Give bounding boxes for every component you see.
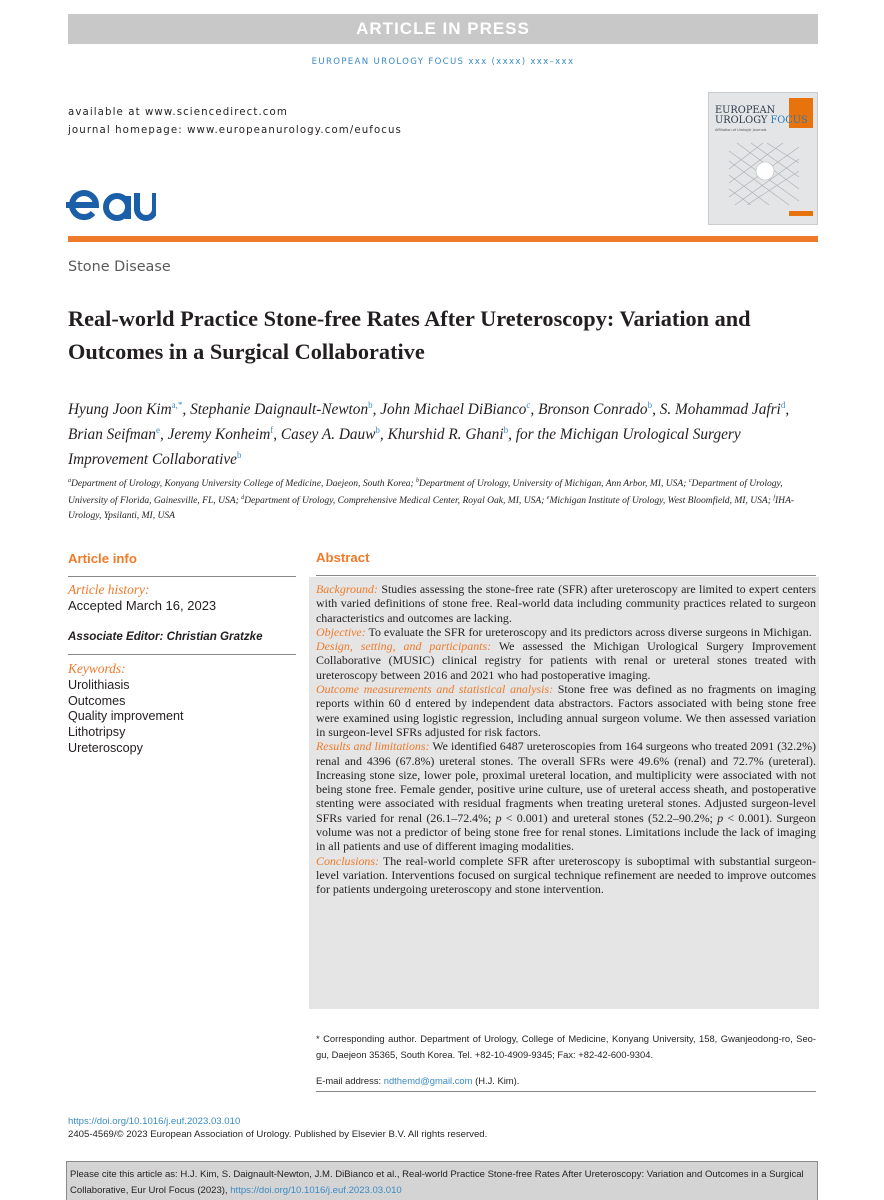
affiliation-marker: c bbox=[688, 478, 692, 484]
results-label: Results and limitations: bbox=[316, 739, 430, 754]
author-name[interactable]: Khurshid R. Ghani bbox=[387, 426, 504, 444]
design-text: We assessed the Michigan Urological Surgery Improvement Collaborative (MUSIC) clinical registry for patients with renal or ureteral stones treated with ureteroscopy between 2016 and 2021 who had postoperative imaging. bbox=[316, 639, 817, 682]
keyword-list bbox=[68, 678, 183, 757]
keyword-item: Outcomes bbox=[68, 693, 126, 708]
author-separator: , bbox=[159, 426, 168, 444]
author-separator: , bbox=[182, 401, 191, 419]
author-name[interactable]: Hyung Joon Kim bbox=[68, 401, 172, 419]
affiliation-text: Department of Urology, University of Florida, Gainesville, FL, USA; bbox=[68, 478, 783, 507]
conclusions-text: The real-world complete SFR after ureteroscopy is suboptimal with substantial surgeon-level variation. Interventions focused on surgical technique refinement are needed to improve outcomes for patients undergoing ureteroscopy and stone intervention. bbox=[316, 853, 816, 897]
citation-doi-link[interactable]: https://doi.org/10.1016/j.euf.2023.03.010 bbox=[230, 1184, 402, 1196]
p-value-symbol: p bbox=[495, 810, 502, 825]
journal-header: EUROPEAN UROLOGY FOCUS xxx (xxxx) xxx–xxx bbox=[311, 57, 575, 67]
accepted-date: Accepted March 16, 2023 bbox=[68, 598, 217, 613]
author-affiliation-marker[interactable]: b bbox=[647, 400, 653, 410]
author-separator: , bbox=[508, 426, 516, 444]
cover-title-line1: EUROPEAN bbox=[715, 105, 776, 116]
keyword-item: Ureteroscopy bbox=[68, 740, 143, 755]
abstract-results bbox=[316, 739, 816, 853]
author-list bbox=[68, 395, 818, 470]
author-affiliation-marker[interactable]: b bbox=[236, 450, 242, 461]
sciencedirect-link[interactable]: available at www.sciencedirect.com bbox=[68, 107, 288, 118]
author-separator: , bbox=[652, 401, 660, 419]
header-divider bbox=[68, 236, 818, 242]
cover-subtitle: Affiliation of Urologic Journals bbox=[715, 128, 767, 132]
article-title: Real-world Practice Stone-free Rates After Ureteroscopy: Variation and Outcomes in a Surgical Collaborative bbox=[68, 306, 751, 364]
journal-homepage-link[interactable]: journal homepage: www.europeanurology.com/eufocus bbox=[68, 125, 402, 136]
author-name[interactable]: Stephanie Daignault-Newton bbox=[190, 401, 369, 419]
section-label: Stone Disease bbox=[68, 259, 171, 275]
cover-title bbox=[715, 106, 808, 126]
abstract-conclusions bbox=[316, 854, 816, 897]
author-separator: , bbox=[530, 401, 539, 419]
affiliation-text: IHA-Urology, Ypsilanti, MI, USA bbox=[68, 495, 795, 522]
journal-cover-image bbox=[708, 92, 818, 225]
affiliation-marker: f bbox=[773, 495, 775, 502]
keywords-label: Keywords: bbox=[68, 661, 126, 676]
abstract-outcome bbox=[316, 682, 816, 739]
results-text: < 0.001). Surgeon volume was not a predictor of being stone free for renal stones. Limitations include the lack of imaging in all patients and use of different imaging modalities. bbox=[316, 810, 816, 854]
outcome-text: Stone free was defined as no fragments on imaging reports within 60 d entered by independent data abstractors. Factors associated with being stone free were examined using logistic regression, including annual surgeon volume. We then assessed variation in surgeon-level SFRs adjusted for risk factors. bbox=[316, 682, 817, 739]
keyword-item: Lithotripsy bbox=[68, 725, 126, 740]
objective-label: Objective: bbox=[316, 624, 366, 639]
citation-body: Please cite this article as: H.J. Kim, S. Daignault-Newton, J.M. DiBianco et al., Real-world Practice Stone-free Rates After Ureteroscopy: Variation and Outcomes in a Surgical Collaborative, Eur Urol Focus (2023), bbox=[70, 1169, 804, 1196]
abstract-design bbox=[316, 639, 816, 682]
author-name[interactable]: S. Mohammad Jafri bbox=[659, 401, 781, 419]
abstract-background bbox=[316, 582, 816, 625]
affiliations bbox=[68, 474, 818, 523]
citation-text bbox=[70, 1167, 816, 1198]
info-divider bbox=[68, 654, 296, 655]
conclusions-label: Conclusions: bbox=[316, 853, 380, 868]
objective-text: To evaluate the SFR for ureteroscopy and its predictors across diverse surgeons in Michigan. bbox=[368, 624, 812, 639]
article-info-heading: Article info bbox=[68, 551, 137, 566]
background-text: Studies assessing the stone-free rate (SFR) after ureteroscopy are limited to expert centers with varied definitions of stone free. Real-world data including community practices related to surgeon characteristics and outcomes are lacking. bbox=[316, 582, 817, 625]
results-text: We identified 6487 ureteroscopies from 164 surgeons who treated 2091 (32.2%) renal and 4396 (67.8%) ureteral stones. The overall SFRs were 49.6% (renal) and 72.7% (ureteral). Increasing stone size, lower pole, proximal ureteral location, and multiplicity were associated with not being stone free. Female gender, positive urine culture, use of ureteral access sheath, and postoperative stenting were associated with residual fragments when treating ureteral stones. Adjusted surgeon-level SFRs varied for renal (26.1–72.4%; bbox=[316, 739, 816, 825]
background-label: Background: bbox=[316, 582, 378, 596]
abstract-heading: Abstract bbox=[316, 550, 370, 565]
associate-editor: Associate Editor: Christian Gratzke bbox=[68, 630, 263, 643]
keyword-item: Quality improvement bbox=[68, 709, 184, 724]
author-affiliation-marker[interactable]: b bbox=[375, 425, 380, 436]
outcome-label: Outcome measurements and statistical analysis: bbox=[316, 682, 554, 697]
results-text: < 0.001) and ureteral stones (52.2–90.2%; bbox=[501, 810, 718, 825]
email-suffix: (H.J. Kim). bbox=[472, 1075, 520, 1086]
availability-block bbox=[68, 104, 402, 140]
author-name[interactable]: Brian Seifman bbox=[68, 426, 156, 444]
cover-title-line3: FOCUS bbox=[770, 115, 808, 126]
author-affiliation-marker[interactable]: d bbox=[780, 400, 786, 410]
corresponding-author: * Corresponding author. Department of Urology, College of Medicine, Konyang University, 158, Gwanjeodong-ro, Seo-gu, Daejeon 35365, South Korea. Tel. +82-10-4909-9345; Fax: +82-42-600-9304. bbox=[316, 1033, 816, 1060]
affiliation-marker: e bbox=[546, 495, 550, 502]
cover-artwork bbox=[727, 141, 801, 207]
author-separator: , bbox=[273, 426, 281, 444]
author-separator: , bbox=[379, 426, 388, 444]
abstract-objective bbox=[316, 625, 816, 639]
affiliation-text: Department of Urology, University of Michigan, Ann Arbor, MI, USA; bbox=[419, 478, 689, 490]
design-label: Design, setting, and participants: bbox=[316, 639, 492, 654]
affiliation-text: Michigan Institute of Urology, West Bloomfield, MI, USA; bbox=[549, 495, 774, 507]
email-link[interactable]: ndthemd@gmail.com bbox=[383, 1075, 473, 1086]
author-separator: , bbox=[372, 401, 381, 419]
affiliation-marker: b bbox=[416, 478, 420, 484]
info-divider bbox=[68, 576, 296, 577]
p-value-symbol: p bbox=[717, 810, 724, 825]
author-affiliation-marker[interactable]: e bbox=[155, 425, 160, 436]
author-name[interactable]: John Michael DiBianco bbox=[380, 401, 527, 419]
author-affiliation-marker[interactable]: f bbox=[270, 425, 274, 436]
copyright-notice: 2405-4569/© 2023 European Association of Urology. Published by Elsevier B.V. All rights reserved. bbox=[68, 1129, 488, 1140]
article-in-press-banner: ARTICLE IN PRESS bbox=[68, 14, 818, 44]
affiliation-marker: a bbox=[68, 478, 71, 484]
cover-title-line2: UROLOGY bbox=[715, 115, 768, 126]
affiliation-text: Department of Urology, Konyang University College of Medicine, Daejeon, South Korea; bbox=[71, 478, 417, 490]
author-affiliation-marker[interactable]: a,* bbox=[171, 400, 183, 410]
doi-link[interactable]: https://doi.org/10.1016/j.euf.2023.03.010 bbox=[68, 1116, 241, 1127]
affiliation-text: Department of Urology, Comprehensive Medical Center, Royal Oak, MI, USA; bbox=[244, 495, 547, 507]
cover-footer-mark bbox=[789, 211, 813, 216]
keyword-item: Urolithiasis bbox=[68, 678, 130, 692]
author-affiliation-marker[interactable]: c bbox=[526, 400, 531, 410]
eau-logo bbox=[66, 181, 156, 227]
abstract-divider bbox=[316, 575, 816, 576]
author-name[interactable]: Jeremy Konheim bbox=[167, 426, 271, 444]
article-history-label: Article history: bbox=[68, 582, 150, 597]
email-label: E-mail address: bbox=[316, 1075, 384, 1086]
author-name[interactable]: Casey A. Dauw bbox=[280, 426, 376, 444]
author-separator: , bbox=[785, 401, 790, 419]
email-line bbox=[316, 1075, 519, 1086]
author-affiliation-marker[interactable]: b bbox=[368, 400, 373, 410]
abstract-text bbox=[316, 582, 816, 897]
author-name[interactable]: Bronson Conrado bbox=[538, 401, 648, 419]
footnote-divider bbox=[316, 1091, 816, 1092]
affiliation-marker: d bbox=[241, 495, 245, 502]
author-affiliation-marker[interactable]: b bbox=[503, 425, 509, 436]
author-name[interactable]: for the Michigan Urological Surgery Improvement Collaborative bbox=[68, 426, 741, 469]
